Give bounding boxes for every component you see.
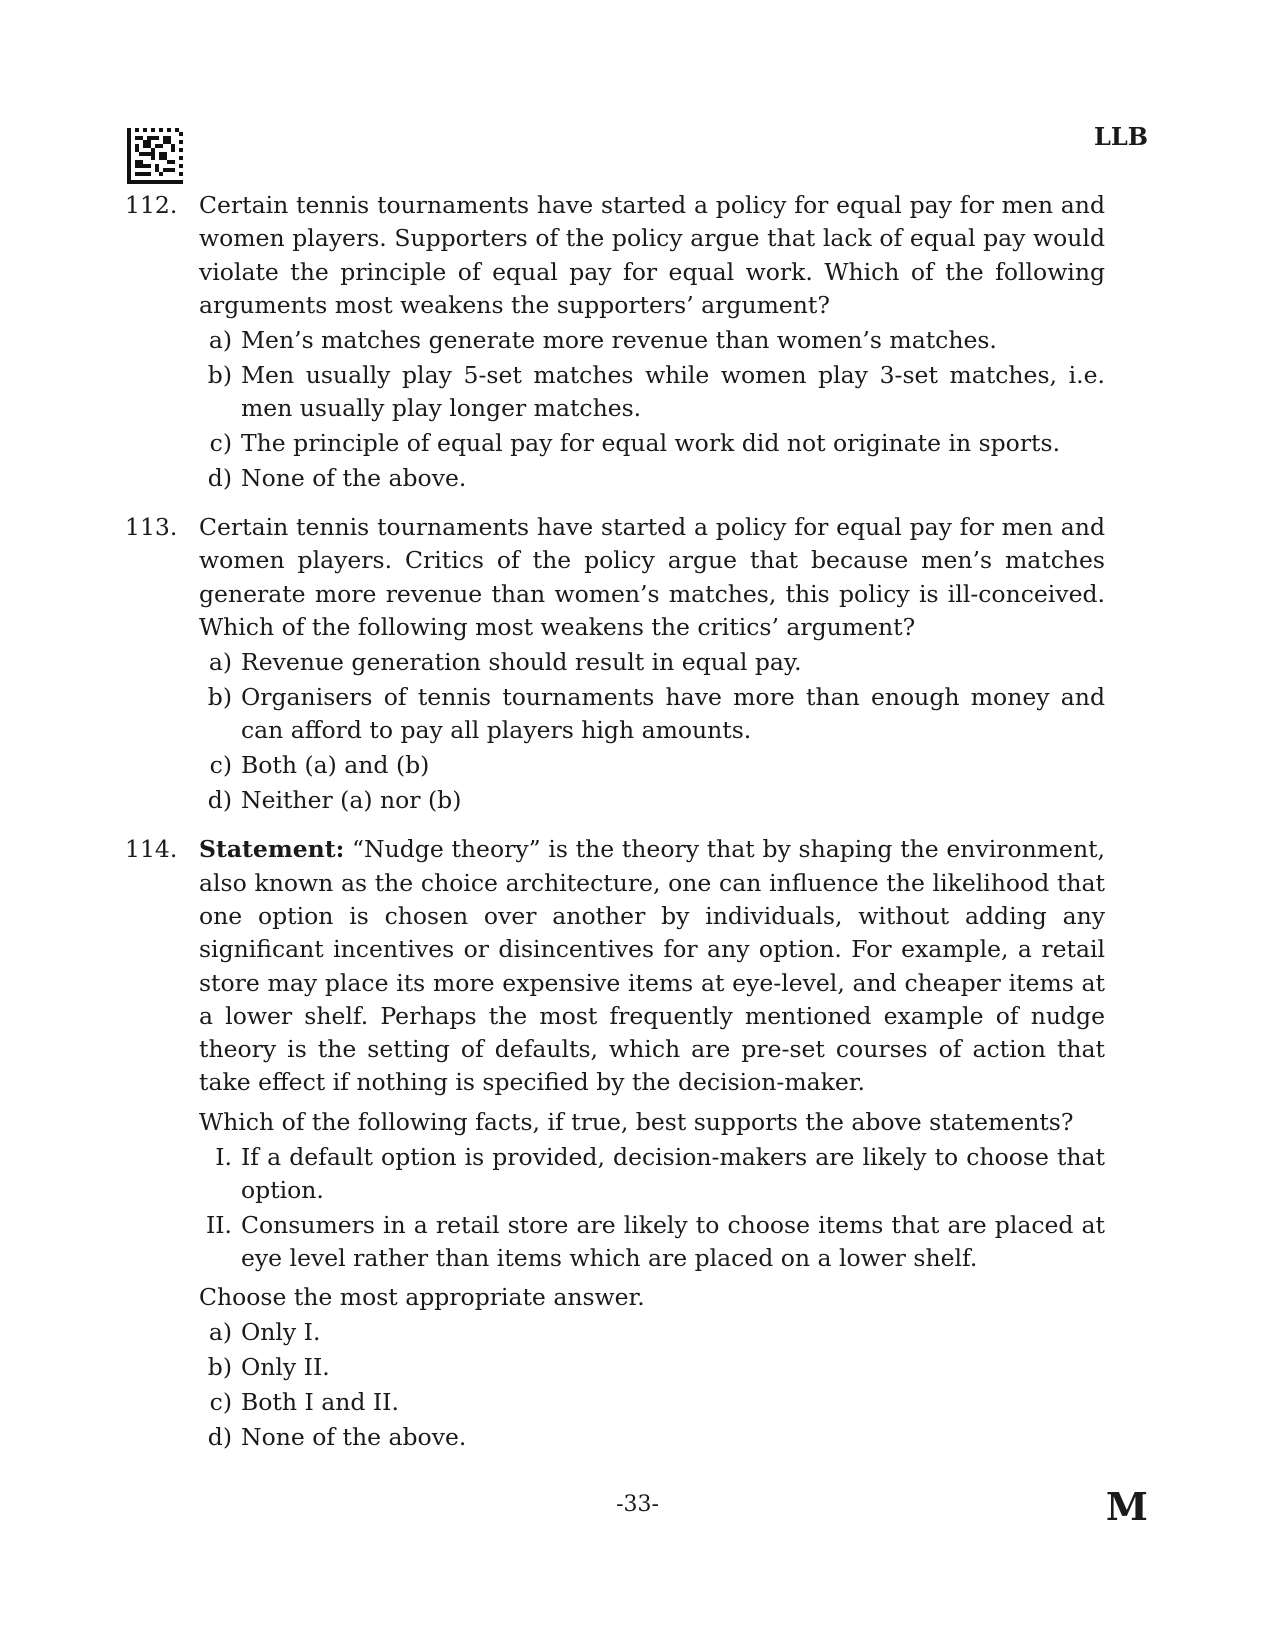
option — [199, 681, 1105, 747]
statement — [199, 833, 1105, 1099]
option-text: Revenue generation should result in equal pay. — [241, 648, 802, 677]
option-label: b) — [207, 1353, 232, 1382]
facts — [199, 1141, 1105, 1275]
fact — [199, 1209, 1105, 1275]
option-text: Neither (a) nor (b) — [241, 786, 462, 815]
option-text: The principle of equal pay for equal work did not originate in sports. — [241, 429, 1061, 458]
fact-text: Consumers in a retail store are likely to choose items that are placed at eye level rather than items which are placed on a lower shelf. — [241, 1211, 1105, 1273]
statement-label: Statement: — [199, 835, 345, 864]
option-label: a) — [208, 648, 232, 677]
option-label: c) — [209, 751, 232, 780]
options — [199, 646, 1105, 817]
option — [199, 1386, 1105, 1419]
exam-code: LLB — [1093, 122, 1148, 151]
question-number: 112. — [125, 191, 178, 219]
question-text: Certain tennis tournaments have started a policy for equal pay for men and women players. Critics of the policy argue that because men’s matches generate more revenue than women’s matches, this policy is ill-conceived. Which of the following most weakens the critics’ argument? — [199, 513, 1105, 642]
question-text: Certain tennis tournaments have started a policy for equal pay for men and women players. Supporters of the policy argue that lack of equal pay would violate the principle of equal pay for equal work. Which of the following arguments most weakens the supporters’ argument? — [199, 191, 1105, 319]
option-text: None of the above. — [241, 1423, 467, 1452]
option-label: c) — [209, 429, 232, 458]
option-text: Men usually play 5-set matches while women play 3-set matches, i.e. men usually play longer matches. — [241, 361, 1105, 423]
option — [199, 324, 1105, 357]
option-label: b) — [207, 361, 232, 390]
option-label: a) — [208, 1318, 232, 1347]
option — [199, 646, 1105, 679]
option-label: d) — [207, 786, 232, 815]
options — [199, 324, 1105, 495]
option-text: Only I. — [241, 1318, 321, 1347]
option-text: Organisers of tennis tournaments have more than enough money and can afford to pay all players high amounts. — [241, 683, 1105, 745]
option — [199, 427, 1105, 460]
fact-text: If a default option is provided, decision-makers are likely to choose that option. — [241, 1143, 1105, 1205]
question-113 — [125, 511, 1105, 817]
option — [199, 1316, 1105, 1349]
option-text: None of the above. — [241, 464, 467, 493]
option-label: d) — [207, 1423, 232, 1452]
option-text: Men’s matches generate more revenue than women’s matches. — [241, 326, 997, 355]
option-text: Only II. — [241, 1353, 330, 1382]
option-text: Both I and II. — [241, 1388, 399, 1417]
option-text: Both (a) and (b) — [241, 751, 430, 780]
option-label: a) — [208, 326, 232, 355]
fact-label: II. — [205, 1211, 232, 1240]
question-list — [125, 189, 1105, 1456]
option — [199, 749, 1105, 782]
option — [199, 462, 1105, 495]
fact-label: I. — [215, 1143, 232, 1172]
set-mark: M — [1105, 1484, 1148, 1529]
options — [199, 1316, 1105, 1454]
datamatrix-barcode-icon — [127, 128, 183, 184]
option — [199, 1351, 1105, 1384]
option — [199, 359, 1105, 425]
option-label: d) — [207, 464, 232, 493]
statement-text: “Nudge theory” is the theory that by shaping the environment, also known as the choice architecture, one can influence the likelihood that one option is chosen over another by individuals, without adding any significant incentives or disincentives for any option. For example, a retail store may place its more expensive items at eye-level, and cheaper items at a lower shelf. Perhaps the most frequently mentioned example of nudge theory is the setting of defaults, which are pre-set courses of action that take effect if nothing is specified by the decision-maker. — [199, 835, 1105, 1097]
question-number: 113. — [125, 513, 178, 542]
answer-instruction: Choose the most appropriate answer. — [199, 1283, 645, 1312]
fact — [199, 1141, 1105, 1207]
question-number: 114. — [125, 835, 178, 864]
option — [199, 1421, 1105, 1454]
option — [199, 784, 1105, 817]
option-label: b) — [207, 683, 232, 712]
question-prompt: Which of the following facts, if true, best supports the above statements? — [199, 1107, 1074, 1136]
question-114 — [125, 833, 1105, 1454]
page-number: -33- — [616, 1492, 659, 1517]
option-label: c) — [209, 1388, 232, 1417]
question-112 — [125, 189, 1105, 495]
